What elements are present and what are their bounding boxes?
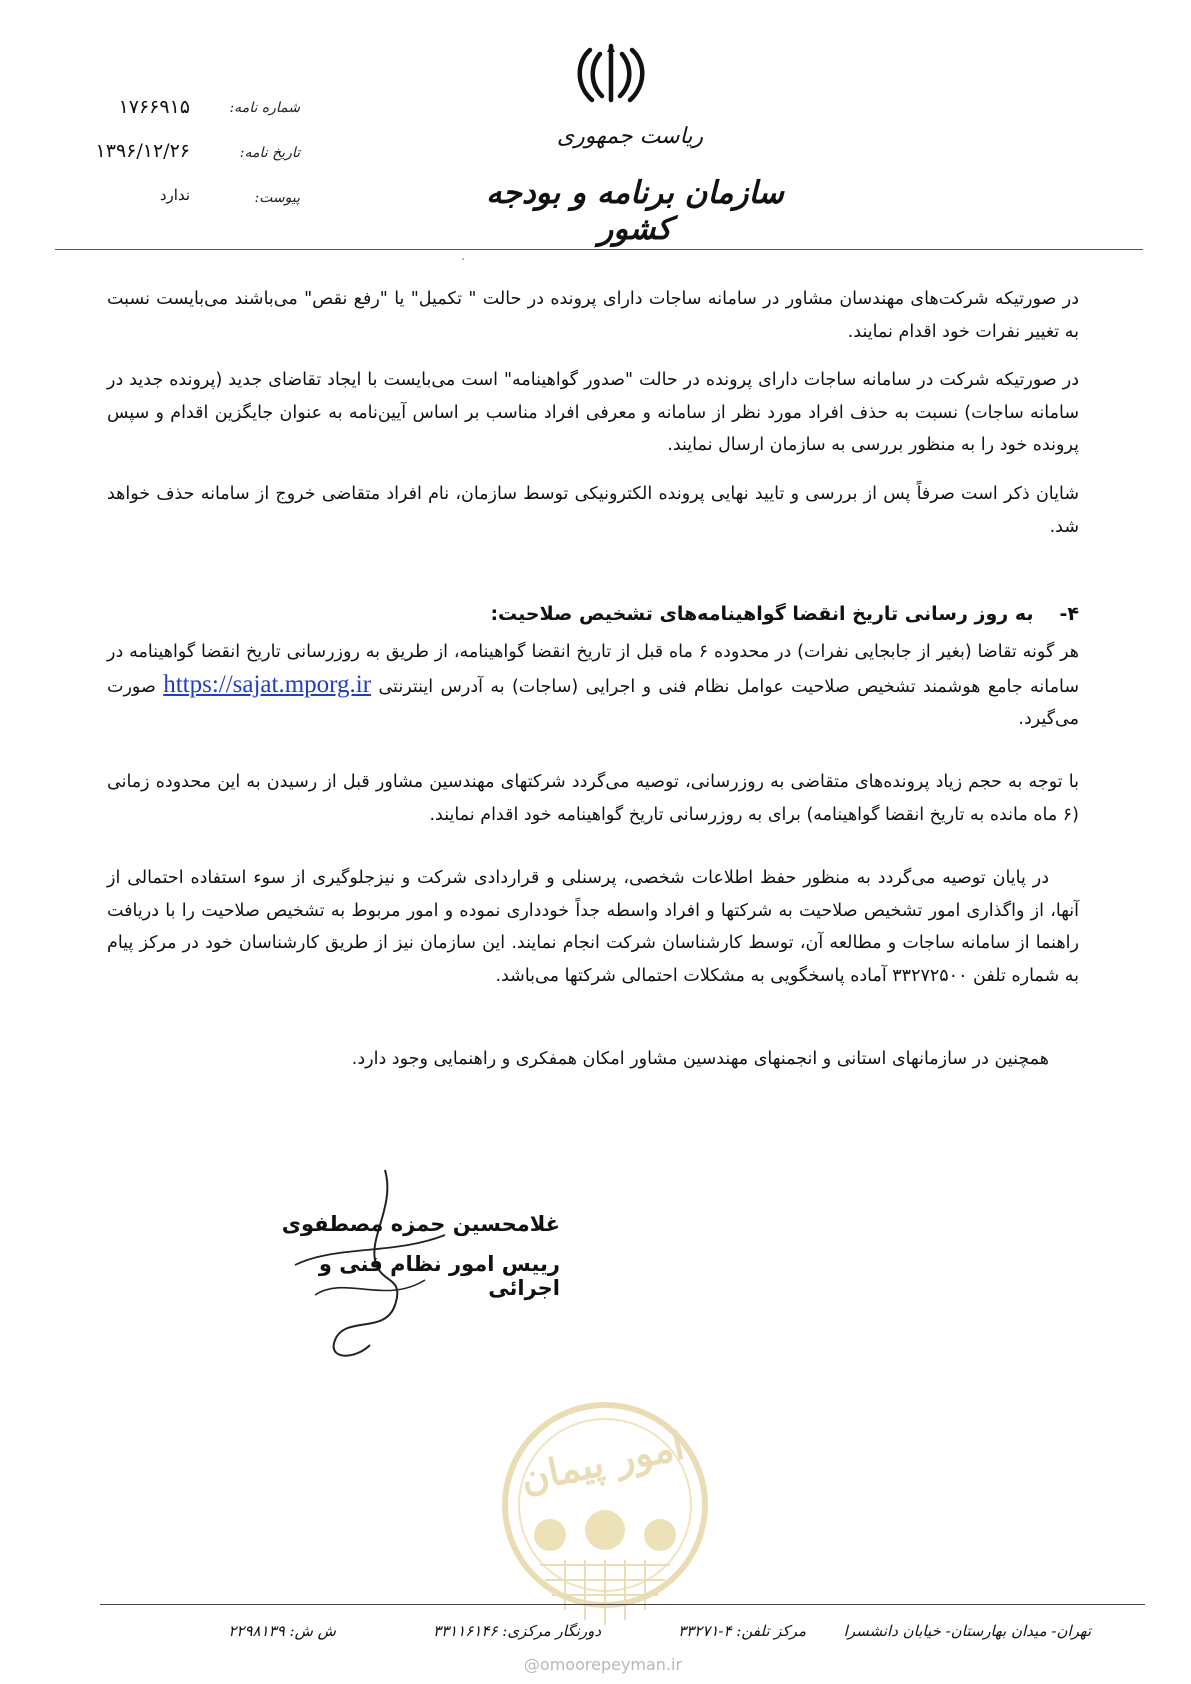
footer-fax: ش ش: ۲۲۹۸۱۳۹ <box>228 1622 336 1640</box>
paragraph-7: همچنین در سازمانهای استانی و انجمنهای مهندسین مشاور امکان همفکری و راهنمایی وجود دارد. <box>351 1049 1049 1069</box>
watermark-handle: @omoorepeyman.ir <box>523 1655 683 1674</box>
signatory-title: رییس امور نظام فنی و اجرائی <box>318 1252 560 1300</box>
date-label: تاریخ نامه: <box>239 145 300 161</box>
sajat-link[interactable]: https://sajat.mporg.ir <box>163 670 372 698</box>
attachment-label: پیوست: <box>254 190 300 206</box>
section-4-title: به روز رسانی تاریخ انقضا گواهینامه‌های تشخیص صلاحیت: <box>490 603 1034 625</box>
paragraph-2: در صورتیکه شرکت در سامانه ساجات دارای پرونده در حالت "صدور گواهینامه" است می‌بایست با ایجاد تقاضای جدید (پرونده جدید در سامانه ساجات) نسبت به حذف افراد مورد نظر از سامانه و معرفی افراد مناسب بر اساس آیین‌نامه به عنوان جایگزین اقدام و سپس پرونده خود را به منظور بررسی به سازمان ارسال نمایند. <box>107 370 1079 455</box>
section-4-number: ۴- <box>1059 603 1079 625</box>
footer-phone-center: مرکز تلفن: ۴-۳۳۲۷۱ <box>678 1622 806 1640</box>
paragraph-3: شایان ذکر است صرفاً پس از بررسی و تایید نهایی پرونده الکترونیکی توسط سازمان، نام افراد متقاضی خروج از سامانه حذف خواهد شد. <box>107 484 1079 537</box>
presidency-title: ریاست جمهوری <box>556 124 704 149</box>
letter-number: ۱۷۶۶۹۱۵ <box>118 96 190 118</box>
paragraph-6: در پایان توصیه می‌گردد به منظور حفظ اطلاعات شخصی، پرسنلی و قراردادی شرکت و نیزجلوگیری از سوء استفاده احتمالی از آنها، از واگذاری امور تشخیص صلاحیت به شرکتها و افراد واسطه جداً خودداری نموده و امور مربوط به تشخیص صلاحیت را با دریافت راهنما از سامانه ساجات و مطالعه آن، توسط کارشناسان شرکت انجام نمایند. این سازمان نیز از طریق کارشناسان خود در مرکز پیام به شماره تلفن ۳۳۲۷۲۵۰۰ آماده پاسخگویی به مشکلات احتمالی شرکتها می‌باشد. <box>107 868 1079 986</box>
footer-divider <box>100 1604 1145 1605</box>
header-divider <box>55 249 1143 250</box>
paragraph-4-text: هر گونه تقاضا (بغیر از جابجایی نفرات) در محدوده ۶ ماه قبل از تاریخ انقضا گواهینامه، از طریق به روزرسانی تاریخ انقضا گواهینامه در سامانه جامع هوشمند تشخیص صلاحیت عوامل نظام فنی و اجرایی (ساجات) به آدرس اینترنتی <box>107 642 1079 697</box>
iran-emblem-icon <box>572 42 650 108</box>
footer-fax-center: دورنگار مرکزی: ۳۳۱۱۶۱۴۶ <box>433 1622 601 1640</box>
letter-date: ۱۳۹۶/۱۲/۲۶ <box>95 140 190 162</box>
paragraph-5: با توجه به حجم زیاد پرونده‌های متقاضی به روزرسانی، توصیه می‌گردد شرکتهای مهندسین مشاور قبل از رسیدن به این محدوده زمانی (۶ ماه مانده به تاریخ انقضا گواهینامه) برای به روزرسانی تاریخ گواهینامه خود اقدام نمایند. <box>107 772 1079 825</box>
paragraph-1: در صورتیکه شرکت‌های مهندسان مشاور در سامانه ساجات دارای پرونده در حالت " تکمیل" یا "رفع نقص" می‌باشند می‌بایست نسبت به تغییر نفرات خود اقدام نمایند. <box>107 289 1079 342</box>
organization-title: سازمان برنامه و بودجه کشور <box>486 175 784 247</box>
signatory-name: غلامحسین حمزه مصطفوی <box>281 1212 560 1236</box>
footer-address: تهران- میدان بهارستان- خیابان دانشسرا <box>843 1622 1091 1640</box>
attachment-value: ندارد <box>159 186 190 204</box>
paragraph-4 <box>107 636 1079 736</box>
section-4-heading <box>89 599 1079 629</box>
letter-number-label: شماره نامه: <box>229 100 300 116</box>
paragraph-4-end: صورت می‌گیرد. <box>107 676 1079 729</box>
omoore-peyman-seal-icon <box>490 1395 720 1635</box>
svg-text:امور پیمان: امور پیمان <box>516 1422 688 1502</box>
speck <box>462 258 464 260</box>
